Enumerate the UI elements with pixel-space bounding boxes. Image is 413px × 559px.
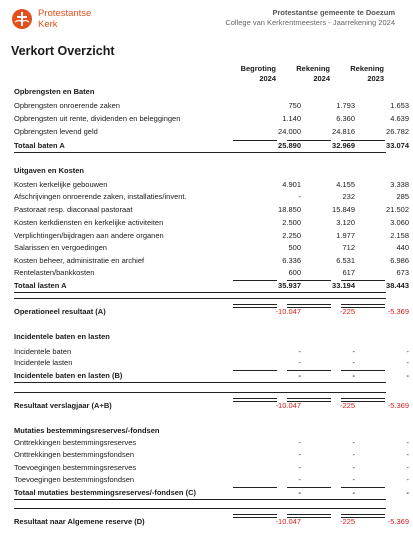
table-row [14,358,409,368]
row-label: Onttrekkingen bestemmingsreserves [14,438,137,447]
cell-value: -10.047 [275,307,301,316]
row-label: Totaal lasten A [14,281,67,290]
cell-value: 617 [342,268,355,277]
cell-value: 15.849 [332,205,355,214]
cell-value: - [352,438,355,447]
row-label: Resultaat verslagjaar (A+B) [14,401,112,410]
cell-value: 2.158 [390,231,409,240]
organization-subtitle: College van Kerkrentmeesters - Jaarrekening 2024 [225,18,395,27]
subtotal-rule [287,140,331,141]
row-label: Kosten kerkdiensten en kerkelijke activiteiten [14,218,164,227]
cell-value: - [352,463,355,472]
cell-value: - [406,438,409,447]
page-title: Verkort Overzicht [11,44,115,58]
row-label: Afschrijvingen onroerende zaken, installaties/invent. [14,192,187,201]
cell-value: 4.639 [390,114,409,123]
row-label: Opbrengsten uit rente, dividenden en beleggingen [14,114,181,123]
result-double-rule [287,304,331,308]
row-label: Toevoegingen bestemmingsreserves [14,463,137,472]
section-heading [14,332,394,342]
row-label: Pastoraat resp. diaconaal pastoraat [14,205,133,214]
table-row [14,205,409,215]
cell-value: 673 [396,268,409,277]
table-row [14,475,409,485]
cell-value: - [352,347,355,356]
cell-value: 1.793 [336,101,355,110]
table-row [14,231,409,241]
logo-text [38,9,91,30]
total-rule [14,292,386,293]
cell-value: 1.653 [390,101,409,110]
cell-value: - [298,488,301,497]
table-row [14,438,409,448]
row-label: Salarissen en vergoedingen [14,243,107,252]
table-row [14,463,409,473]
cell-value: 285 [396,192,409,201]
table-row [14,192,409,202]
cell-value: - [406,488,409,497]
table-row [14,127,409,137]
cell-value: -225 [339,517,355,526]
cell-value: - [406,463,409,472]
cell-value: 4.901 [282,180,301,189]
row-label: Incidentele baten en lasten [14,332,110,341]
row-label: Uitgaven en Kosten [14,166,85,175]
cell-value: 3.338 [390,180,409,189]
organization-info [225,8,395,28]
row-label: Onttrekkingen bestemmingsfondsen [14,450,135,459]
cell-value: 21.502 [386,205,409,214]
row-label: Verplichtingen/bijdragen aan andere organen [14,231,164,240]
row-label: Kosten kerkelijke gebouwen [14,180,108,189]
cell-value: 38.443 [386,281,409,290]
result-double-rule [341,514,385,518]
table-row [14,180,409,190]
row-label: Kosten beheer, administratie en archief [14,256,145,265]
cell-value: - [352,450,355,459]
table-row [14,101,409,111]
cell-value: - [352,475,355,484]
cell-value: -5.369 [387,517,409,526]
dove-cross-logo-icon [11,8,33,30]
total-row [14,281,409,291]
table-row [14,450,409,460]
subtotal-rule [233,140,277,141]
result-double-rule [341,398,385,402]
cell-value: 2.500 [282,218,301,227]
column-header-rekening-2023: Rekening 2023 [350,64,384,83]
result-row [14,401,409,411]
cell-value: 24.000 [278,127,301,136]
total-row [14,371,409,381]
logo-line1: Protestantse [38,8,92,19]
total-row [14,141,409,151]
logo-line2: Kerk [38,18,58,30]
cell-value: 1.140 [282,114,301,123]
column-header-rekening-2024: Rekening 2024 [296,64,330,83]
row-label: Incidentele lasten [14,358,73,367]
page-header [0,0,413,40]
cell-value: - [352,358,355,367]
cell-value: 1.977 [336,231,355,240]
row-label: Operationeel resultaat (A) [14,307,106,316]
result-top-rule [14,508,386,509]
row-label: Opbrengsten en Baten [14,87,95,96]
result-double-rule [233,398,277,402]
subtotal-rule [341,280,385,281]
cell-value: 500 [288,243,301,252]
cell-value: - [298,192,301,201]
cell-value: 3.120 [336,218,355,227]
result-double-rule [341,304,385,308]
subtotal-rule [341,487,385,488]
total-row [14,488,409,498]
cell-value: 33.074 [386,141,409,150]
cell-value: - [298,463,301,472]
cell-value: - [298,475,301,484]
cell-value: 750 [288,101,301,110]
cell-value: -10.047 [275,401,301,410]
cell-value: - [298,358,301,367]
cell-value: 32.969 [332,141,355,150]
subtotal-rule [233,487,277,488]
cell-value: -5.369 [387,401,409,410]
cell-value: 6.531 [336,256,355,265]
cell-value: 6.360 [336,114,355,123]
cell-value: - [406,475,409,484]
subtotal-rule [341,370,385,371]
cell-value: - [352,371,355,380]
cell-value: - [298,347,301,356]
cell-value: - [406,450,409,459]
cell-value: 33.194 [332,281,355,290]
cell-value: - [406,358,409,367]
result-double-rule [233,514,277,518]
result-double-rule [233,304,277,308]
cell-value: 24.816 [332,127,355,136]
result-double-rule [287,398,331,402]
row-label: Totaal mutaties bestemmingsreserves/-fondsen (C) [14,488,196,497]
section-heading [14,426,394,436]
table-row [14,218,409,228]
cell-value: - [406,371,409,380]
cell-value: 26.782 [386,127,409,136]
result-top-rule [14,298,386,299]
result-row [14,307,409,317]
row-label: Totaal baten A [14,141,65,150]
cell-value: - [298,438,301,447]
result-double-rule [287,514,331,518]
cell-value: 35.937 [278,281,301,290]
table-row [14,114,409,124]
cell-value: 6.336 [282,256,301,265]
cell-value: -5.369 [387,307,409,316]
row-label: Incidentele baten [14,347,72,356]
row-label: Mutaties bestemmingsreserves/-fondsen [14,426,160,435]
cell-value: 712 [342,243,355,252]
cell-value: -10.047 [275,517,301,526]
subtotal-rule [287,280,331,281]
cell-value: 25.890 [278,141,301,150]
cell-value: 18.850 [278,205,301,214]
subtotal-rule [287,487,331,488]
cell-value: -225 [339,401,355,410]
cell-value: 4.155 [336,180,355,189]
row-label: Opbrengsten levend geld [14,127,98,136]
result-row [14,517,409,527]
row-label: Incidentele baten en lasten (B) [14,371,123,380]
row-label: Opbrengsten onroerende zaken [14,101,120,110]
cell-value: 232 [342,192,355,201]
table-row [14,256,409,266]
subtotal-rule [341,140,385,141]
cell-value: - [298,450,301,459]
column-header-begroting-2024: Begroting 2024 [240,64,276,83]
organization-name: Protestantse gemeente te Doezum [272,8,395,17]
section-heading [14,87,394,97]
total-rule [14,499,386,500]
subtotal-rule [233,370,277,371]
row-label: Toevoegingen bestemmingsfondsen [14,475,135,484]
cell-value: -225 [339,307,355,316]
table-row [14,347,409,357]
cell-value: 3.060 [390,218,409,227]
subtotal-rule [233,280,277,281]
cell-value: - [406,347,409,356]
section-heading [14,166,394,176]
table-row [14,243,409,253]
cell-value: - [298,371,301,380]
row-label: Resultaat naar Algemene reserve (D) [14,517,145,526]
row-label: Rentelasten/bankkosten [14,268,95,277]
cell-value: 6.986 [390,256,409,265]
cell-value: 440 [396,243,409,252]
total-rule [14,382,386,383]
cell-value: - [352,488,355,497]
result-top-rule [14,392,386,393]
cell-value: 2.250 [282,231,301,240]
subtotal-rule [287,370,331,371]
table-row [14,268,409,278]
total-rule [14,152,386,153]
cell-value: 600 [288,268,301,277]
